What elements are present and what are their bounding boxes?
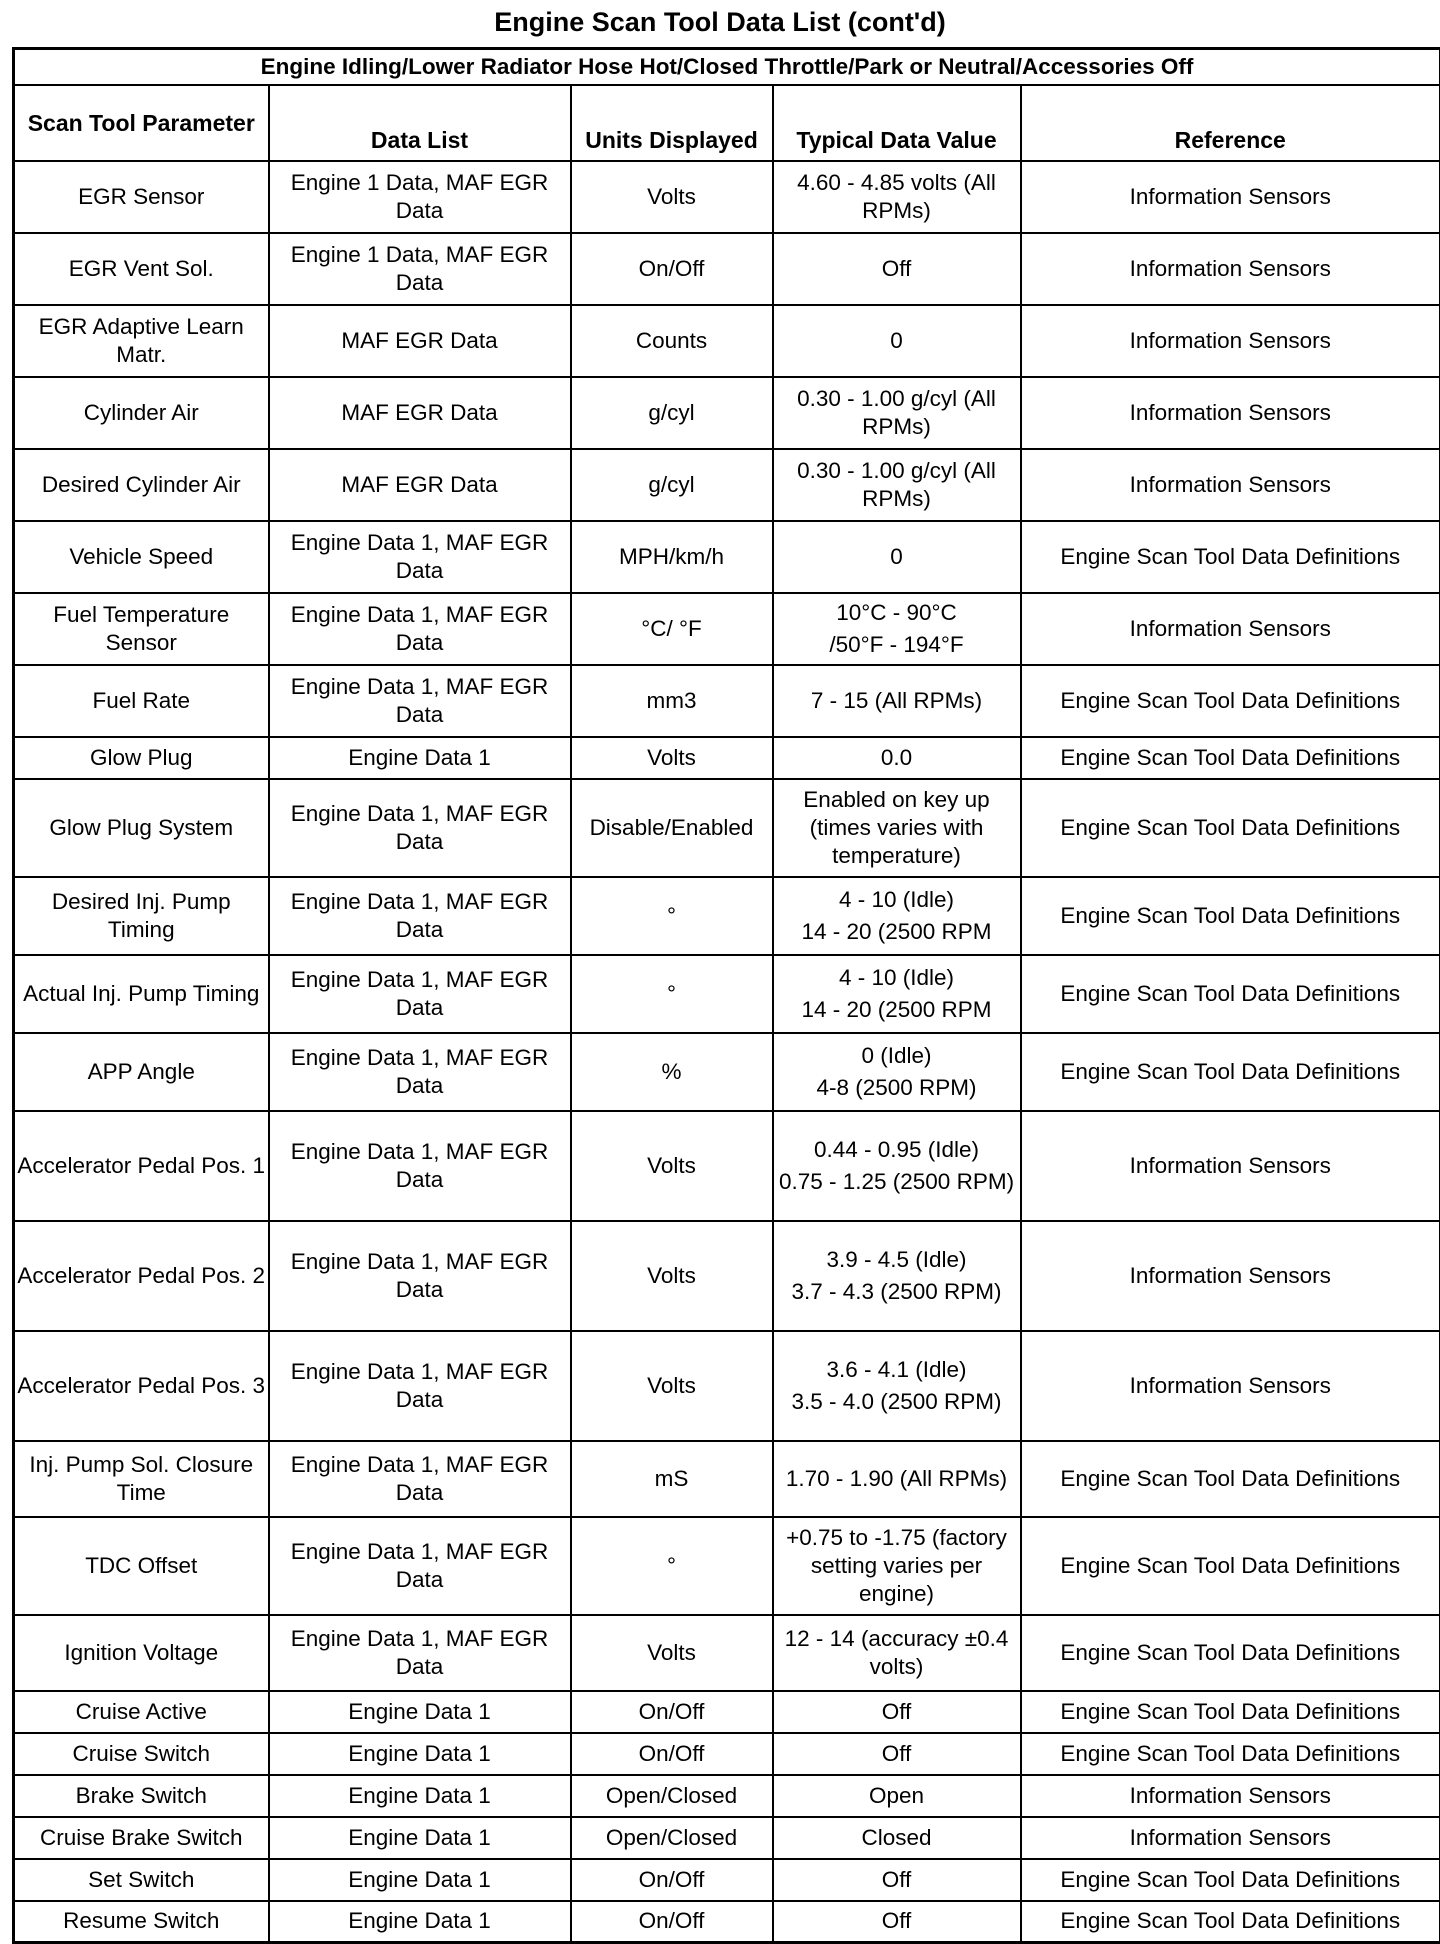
typical-value-line: Off [776,1698,1018,1726]
column-header-typical-value: Typical Data Value [773,85,1021,161]
typical-value-line: Enabled on key up (times varies with temperature) [776,786,1018,870]
cell-typical-value [773,877,1021,955]
condition-row [14,49,1440,85]
cell-data-list: Engine Data 1 [269,1859,571,1901]
cell-parameter: EGR Adaptive Learn Matr. [14,305,269,377]
cell-reference: Information Sensors [1021,305,1440,377]
cell-reference: Information Sensors [1021,1221,1440,1331]
column-header-data-list: Data List [269,85,571,161]
column-header-units: Units Displayed [571,85,773,161]
cell-data-list: Engine Data 1 [269,1901,571,1943]
typical-value-line: 0.44 - 0.95 (Idle) [776,1136,1018,1164]
cell-reference: Engine Scan Tool Data Definitions [1021,1859,1440,1901]
cell-reference: Engine Scan Tool Data Definitions [1021,1441,1440,1517]
table-row [14,665,1440,737]
cell-reference: Information Sensors [1021,377,1440,449]
cell-parameter: Brake Switch [14,1775,269,1817]
cell-reference: Engine Scan Tool Data Definitions [1021,1517,1440,1615]
cell-typical-value [773,1859,1021,1901]
cell-parameter: APP Angle [14,1033,269,1111]
cell-reference: Information Sensors [1021,161,1440,233]
cell-units: g/cyl [571,449,773,521]
cell-data-list: Engine Data 1, MAF EGR Data [269,1331,571,1441]
table-row [14,1331,1440,1441]
cell-parameter: Inj. Pump Sol. Closure Time [14,1441,269,1517]
table-row [14,1033,1440,1111]
typical-value-line: 3.9 - 4.5 (Idle) [776,1246,1018,1274]
cell-units: On/Off [571,1733,773,1775]
cell-typical-value [773,449,1021,521]
cell-data-list: Engine 1 Data, MAF EGR Data [269,233,571,305]
table-row [14,1517,1440,1615]
typical-value-line: 3.7 - 4.3 (2500 RPM) [776,1278,1018,1306]
cell-reference: Information Sensors [1021,233,1440,305]
typical-value-line: 10°C - 90°C [776,599,1018,627]
cell-typical-value [773,1517,1021,1615]
cell-typical-value [773,593,1021,665]
cell-units: ° [571,955,773,1033]
cell-parameter: Actual Inj. Pump Timing [14,955,269,1033]
cell-typical-value [773,1111,1021,1221]
cell-parameter: Vehicle Speed [14,521,269,593]
table-row [14,1691,1440,1733]
cell-units: Volts [571,1615,773,1691]
cell-data-list: Engine 1 Data, MAF EGR Data [269,161,571,233]
cell-reference: Engine Scan Tool Data Definitions [1021,1901,1440,1943]
cell-parameter: Cruise Brake Switch [14,1817,269,1859]
scan-tool-data-table [12,47,1440,1944]
typical-value-line: 14 - 20 (2500 RPM [776,996,1018,1024]
cell-data-list: MAF EGR Data [269,377,571,449]
table-body [14,161,1440,1943]
table-row [14,1111,1440,1221]
cell-data-list: Engine Data 1 [269,1733,571,1775]
cell-parameter: Ignition Voltage [14,1615,269,1691]
typical-value-line: 0.75 - 1.25 (2500 RPM) [776,1168,1018,1196]
typical-value-line: 12 - 14 (accuracy ±0.4 volts) [776,1625,1018,1681]
cell-parameter: EGR Sensor [14,161,269,233]
cell-typical-value [773,1733,1021,1775]
cell-units: Volts [571,1221,773,1331]
typical-value-line: 0 (Idle) [776,1042,1018,1070]
page-title: Engine Scan Tool Data List (cont'd) [0,0,1440,44]
cell-units: °C/ °F [571,593,773,665]
cell-typical-value [773,377,1021,449]
cell-reference: Engine Scan Tool Data Definitions [1021,737,1440,779]
cell-typical-value [773,1033,1021,1111]
cell-parameter: Fuel Rate [14,665,269,737]
cell-typical-value [773,1441,1021,1517]
table-row [14,161,1440,233]
cell-parameter: Desired Inj. Pump Timing [14,877,269,955]
typical-value-line: Off [776,255,1018,283]
cell-data-list: Engine Data 1, MAF EGR Data [269,1111,571,1221]
cell-parameter: Desired Cylinder Air [14,449,269,521]
cell-typical-value [773,1775,1021,1817]
cell-units: % [571,1033,773,1111]
typical-value-line: Closed [776,1824,1018,1852]
cell-parameter: TDC Offset [14,1517,269,1615]
typical-value-line: Off [776,1866,1018,1894]
cell-parameter: Set Switch [14,1859,269,1901]
cell-units: On/Off [571,233,773,305]
typical-value-line: 4.60 - 4.85 volts (All RPMs) [776,169,1018,225]
cell-parameter: Glow Plug [14,737,269,779]
column-header-parameter: Scan Tool Parameter [14,85,269,161]
cell-data-list: Engine Data 1, MAF EGR Data [269,665,571,737]
cell-reference: Engine Scan Tool Data Definitions [1021,665,1440,737]
cell-units: ° [571,1517,773,1615]
cell-data-list: MAF EGR Data [269,305,571,377]
cell-units: On/Off [571,1691,773,1733]
table-row [14,1859,1440,1901]
cell-typical-value [773,233,1021,305]
cell-data-list: Engine Data 1, MAF EGR Data [269,1441,571,1517]
cell-units: mm3 [571,665,773,737]
table-row [14,233,1440,305]
cell-parameter: Accelerator Pedal Pos. 1 [14,1111,269,1221]
table-row [14,449,1440,521]
typical-value-line: 14 - 20 (2500 RPM [776,918,1018,946]
cell-reference: Engine Scan Tool Data Definitions [1021,1691,1440,1733]
typical-value-line: 0 [776,327,1018,355]
cell-units: MPH/km/h [571,521,773,593]
cell-reference: Information Sensors [1021,1817,1440,1859]
cell-reference: Engine Scan Tool Data Definitions [1021,955,1440,1033]
cell-data-list: Engine Data 1, MAF EGR Data [269,1221,571,1331]
cell-data-list: MAF EGR Data [269,449,571,521]
typical-value-line: 0.0 [776,744,1018,772]
cell-parameter: Accelerator Pedal Pos. 2 [14,1221,269,1331]
cell-typical-value [773,1691,1021,1733]
typical-value-line: 4 - 10 (Idle) [776,886,1018,914]
typical-value-line: 4-8 (2500 RPM) [776,1074,1018,1102]
cell-units: Counts [571,305,773,377]
typical-value-line: 0.30 - 1.00 g/cyl (All RPMs) [776,385,1018,441]
cell-reference: Information Sensors [1021,449,1440,521]
cell-units: Disable/Enabled [571,779,773,877]
cell-data-list: Engine Data 1 [269,1775,571,1817]
cell-parameter: Fuel Temperature Sensor [14,593,269,665]
column-header-reference: Reference [1021,85,1440,161]
cell-reference: Information Sensors [1021,1111,1440,1221]
cell-reference: Engine Scan Tool Data Definitions [1021,1615,1440,1691]
table-row [14,877,1440,955]
table-row [14,1441,1440,1517]
typical-value-line: Off [776,1740,1018,1768]
cell-typical-value [773,955,1021,1033]
condition-header: Engine Idling/Lower Radiator Hose Hot/Closed Throttle/Park or Neutral/Accessories Off [14,49,1440,85]
cell-typical-value [773,1817,1021,1859]
cell-reference: Engine Scan Tool Data Definitions [1021,1033,1440,1111]
cell-parameter: Cruise Active [14,1691,269,1733]
cell-units: g/cyl [571,377,773,449]
typical-value-line: Open [776,1782,1018,1810]
table-row [14,955,1440,1033]
cell-units: Volts [571,161,773,233]
cell-typical-value [773,161,1021,233]
cell-typical-value [773,665,1021,737]
table-row [14,1615,1440,1691]
cell-units: ° [571,877,773,955]
cell-typical-value [773,1221,1021,1331]
cell-data-list: Engine Data 1, MAF EGR Data [269,521,571,593]
table-row [14,737,1440,779]
cell-parameter: Glow Plug System [14,779,269,877]
cell-data-list: Engine Data 1, MAF EGR Data [269,1517,571,1615]
table-row [14,305,1440,377]
column-header-row [14,85,1440,161]
cell-parameter: Cylinder Air [14,377,269,449]
cell-units: Open/Closed [571,1775,773,1817]
table-row [14,1733,1440,1775]
table-row [14,779,1440,877]
typical-value-line: 0.30 - 1.00 g/cyl (All RPMs) [776,457,1018,513]
cell-data-list: Engine Data 1, MAF EGR Data [269,1033,571,1111]
cell-units: Volts [571,1331,773,1441]
cell-reference: Information Sensors [1021,1331,1440,1441]
cell-parameter: Resume Switch [14,1901,269,1943]
cell-units: On/Off [571,1859,773,1901]
typical-value-line: 3.6 - 4.1 (Idle) [776,1356,1018,1384]
typical-value-line: 7 - 15 (All RPMs) [776,687,1018,715]
cell-units: mS [571,1441,773,1517]
typical-value-line: /50°F - 194°F [776,631,1018,659]
table-row [14,1775,1440,1817]
cell-units: Volts [571,1111,773,1221]
cell-reference: Information Sensors [1021,1775,1440,1817]
table-row [14,1817,1440,1859]
typical-value-line: 1.70 - 1.90 (All RPMs) [776,1465,1018,1493]
cell-units: On/Off [571,1901,773,1943]
cell-data-list: Engine Data 1, MAF EGR Data [269,779,571,877]
cell-data-list: Engine Data 1 [269,1817,571,1859]
cell-typical-value [773,779,1021,877]
table-row [14,377,1440,449]
cell-typical-value [773,521,1021,593]
cell-reference: Engine Scan Tool Data Definitions [1021,779,1440,877]
cell-typical-value [773,1331,1021,1441]
cell-data-list: Engine Data 1 [269,737,571,779]
cell-parameter: EGR Vent Sol. [14,233,269,305]
table-row [14,521,1440,593]
cell-data-list: Engine Data 1, MAF EGR Data [269,593,571,665]
cell-reference: Engine Scan Tool Data Definitions [1021,877,1440,955]
cell-reference: Engine Scan Tool Data Definitions [1021,521,1440,593]
cell-parameter: Accelerator Pedal Pos. 3 [14,1331,269,1441]
typical-value-line: Off [776,1907,1018,1935]
cell-units: Open/Closed [571,1817,773,1859]
cell-typical-value [773,305,1021,377]
cell-reference: Information Sensors [1021,593,1440,665]
typical-value-line: +0.75 to -1.75 (factory setting varies per engine) [776,1524,1018,1608]
cell-data-list: Engine Data 1, MAF EGR Data [269,1615,571,1691]
table-row [14,593,1440,665]
cell-parameter: Cruise Switch [14,1733,269,1775]
cell-reference: Engine Scan Tool Data Definitions [1021,1733,1440,1775]
typical-value-line: 0 [776,543,1018,571]
table-row [14,1221,1440,1331]
cell-units: Volts [571,737,773,779]
cell-data-list: Engine Data 1 [269,1691,571,1733]
cell-data-list: Engine Data 1, MAF EGR Data [269,955,571,1033]
cell-typical-value [773,737,1021,779]
typical-value-line: 4 - 10 (Idle) [776,964,1018,992]
cell-typical-value [773,1615,1021,1691]
typical-value-line: 3.5 - 4.0 (2500 RPM) [776,1388,1018,1416]
cell-data-list: Engine Data 1, MAF EGR Data [269,877,571,955]
